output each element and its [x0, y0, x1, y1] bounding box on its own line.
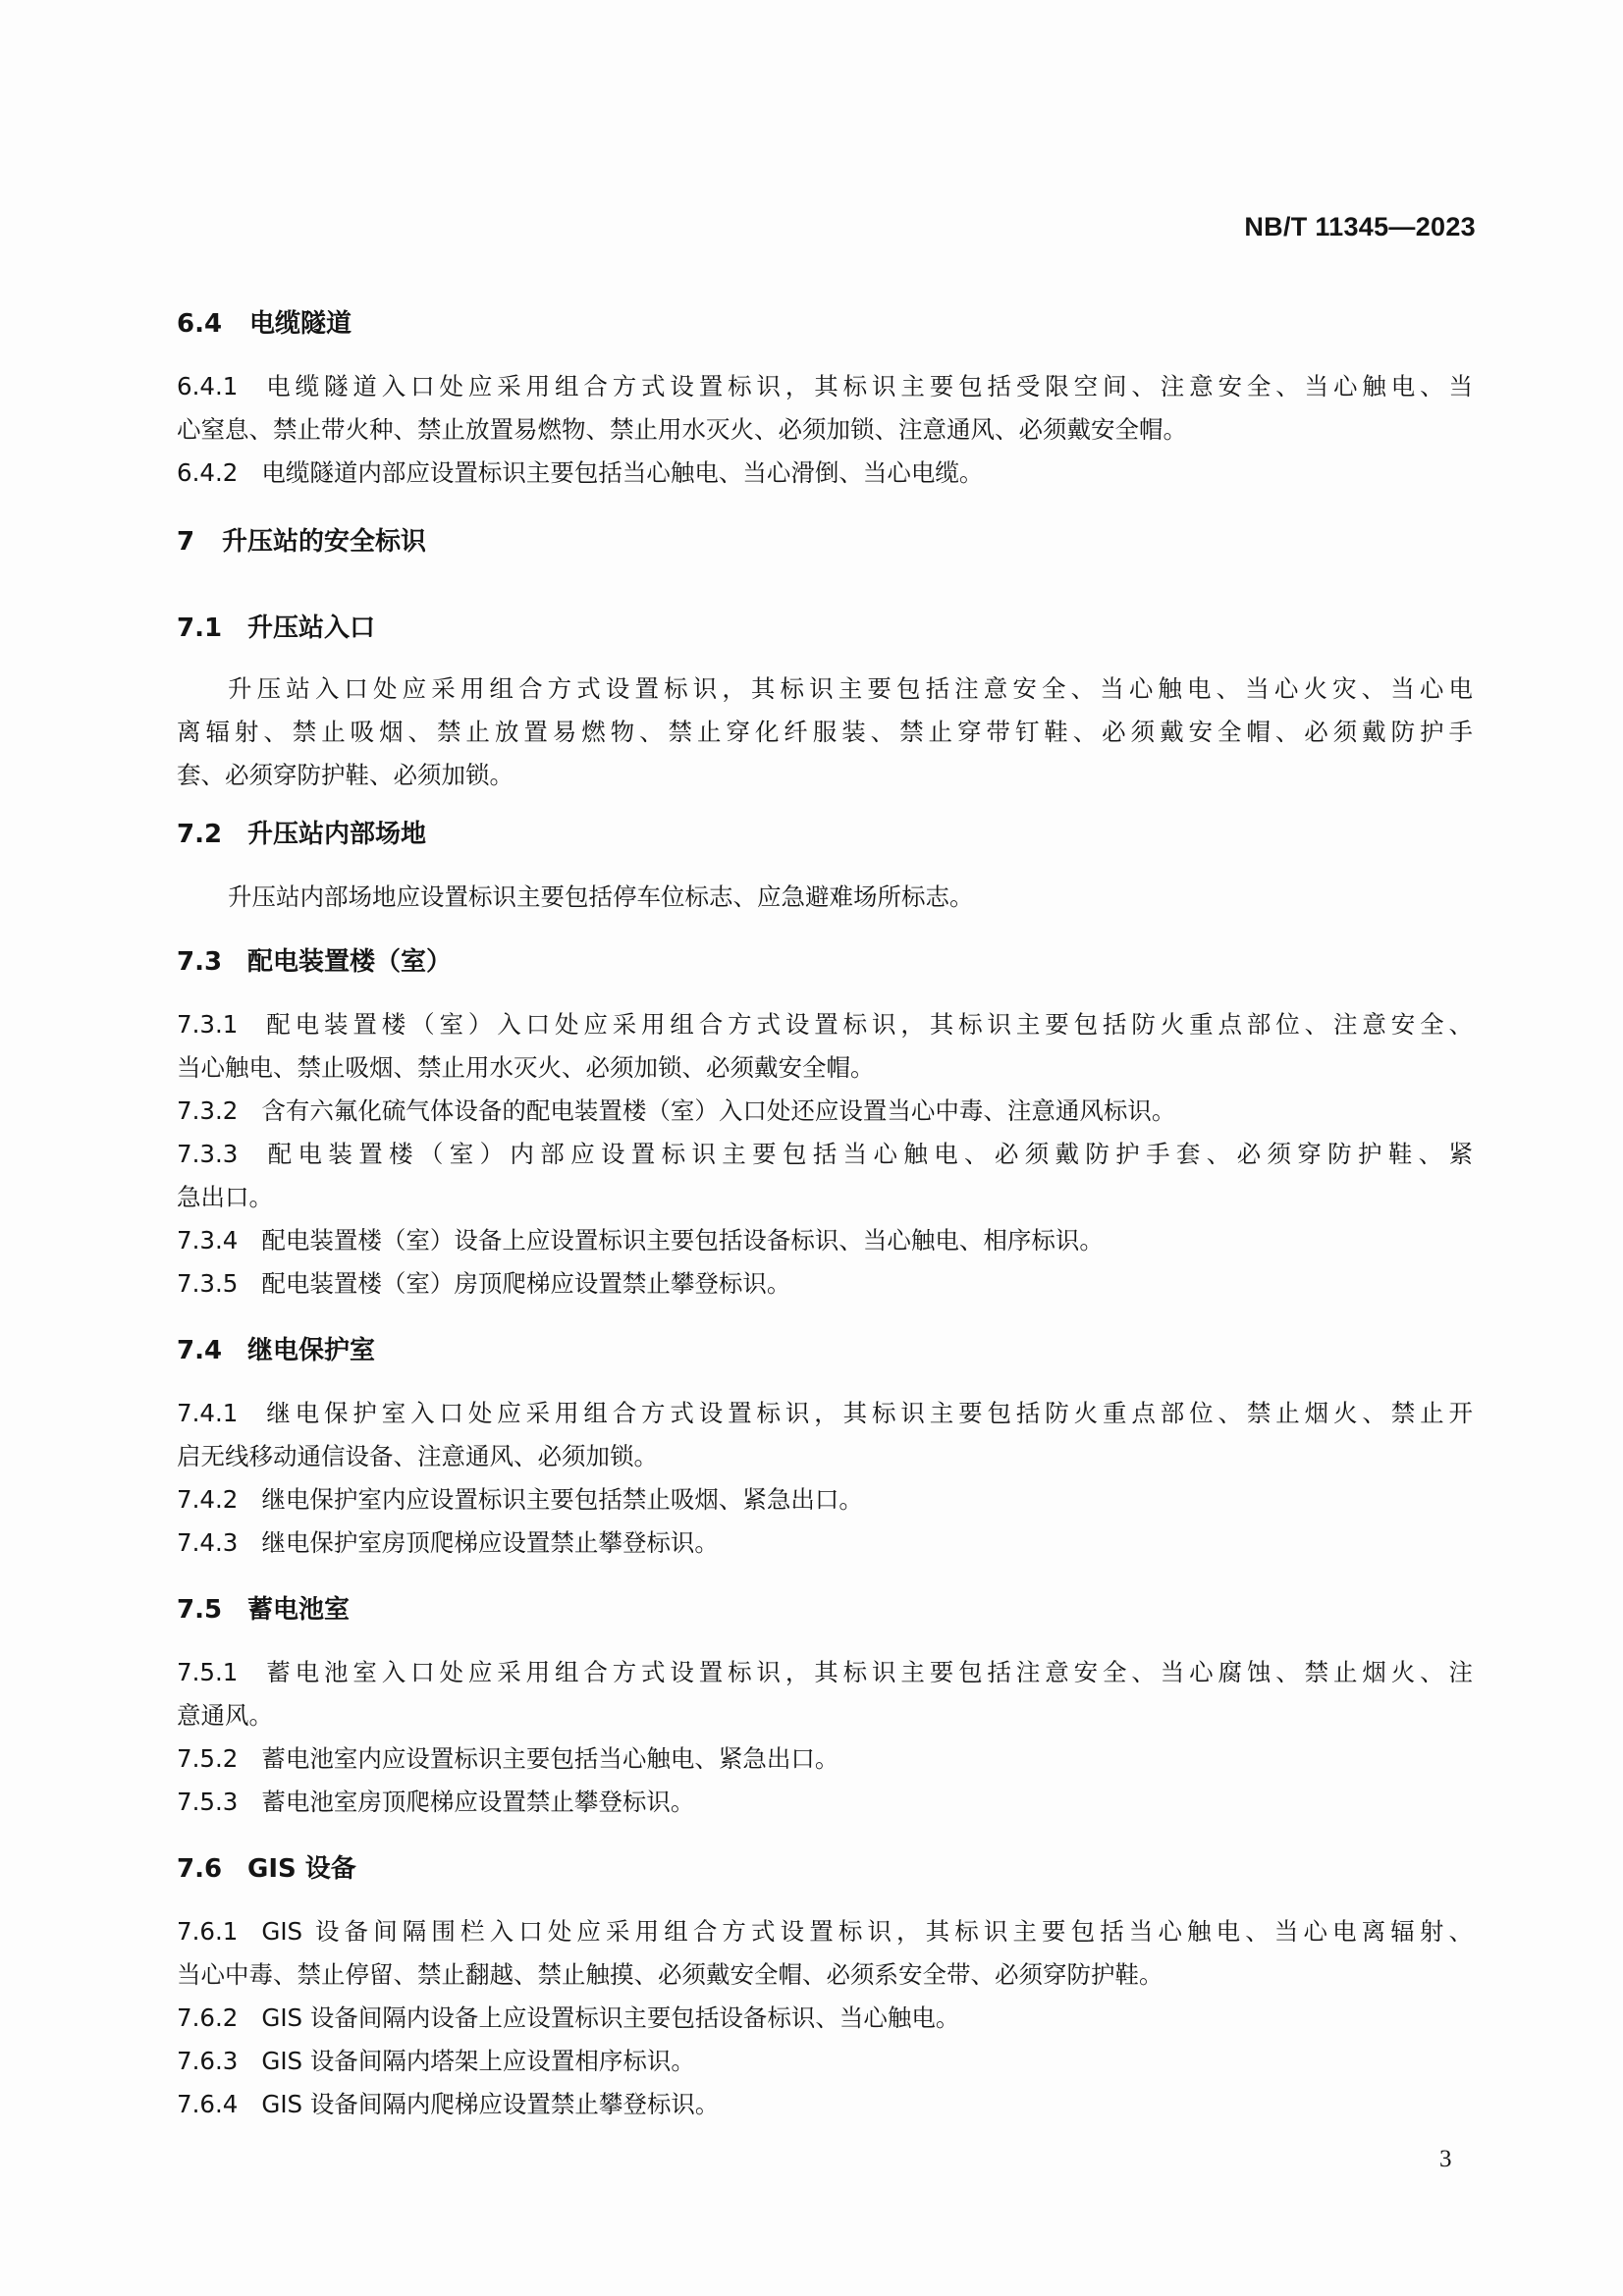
heading-title: 升压站的安全标识: [222, 527, 427, 557]
clause-line: 启无线移动通信设备、注意通风、必须加锁。: [177, 1442, 658, 1470]
clause-text: 蓄电池室内应设置标识主要包括当心触电、紧急出口。: [261, 1744, 839, 1773]
clause-text: GIS 设备间隔内爬梯应设置禁止攀登标识。: [261, 2090, 720, 2118]
clause-line: [177, 1522, 1473, 1565]
clause-7-6-1: [177, 1910, 1473, 1997]
clause-text: 配电装置楼（室）内部应设置标识主要包括当心触电、必须戴防护手套、必须穿防护鞋、紧: [261, 1140, 1473, 1168]
clause-number: 7.5.3: [177, 1788, 239, 1816]
clause-text: 配电装置楼（室）设备上应设置标识主要包括设备标识、当心触电、相序标识。: [261, 1226, 1104, 1255]
clause-7-5-1: [177, 1651, 1473, 1737]
clause-line: 意通风。: [177, 1701, 273, 1730]
clause-7-3-1: [177, 1003, 1473, 1090]
clause-line: [177, 1262, 1473, 1306]
clause-7-3-3: [177, 1133, 1473, 1219]
clause-number: 7.4.2: [177, 1485, 239, 1514]
heading-title: 继电保护室: [247, 1336, 376, 1365]
clause-6-4-2: [177, 452, 1473, 495]
clause-number: 7.3.4: [177, 1226, 239, 1255]
heading-6-4: [177, 304, 1473, 344]
clause-text: 电缆隧道内部应设置标识主要包括当心触电、当心滑倒、当心电缆。: [261, 458, 984, 487]
clause-line: [177, 1997, 1473, 2040]
heading-title: GIS 设备: [247, 1854, 356, 1884]
clause-number: 7.5.1: [177, 1658, 239, 1686]
heading-7-5: [177, 1590, 1473, 1629]
document-number-header: NB/T 11345—2023: [1244, 212, 1476, 241]
clause-line: [177, 1219, 1473, 1262]
clause-number: 7.3.5: [177, 1269, 239, 1298]
clause-text: 配电装置楼（室）入口处应采用组合方式设置标识，其标识主要包括防火重点部位、注意安全、: [261, 1010, 1473, 1039]
clause-7-4-3: [177, 1522, 1473, 1565]
clause-number: 7.4.1: [177, 1399, 239, 1427]
clause-text: GIS 设备间隔内设备上应设置标识主要包括设备标识、当心触电。: [261, 2003, 960, 2032]
clause-line: [177, 365, 1473, 408]
heading-number: 7.3: [177, 947, 223, 977]
clause-number: 6.4.1: [177, 372, 239, 400]
clause-text: GIS 设备间隔围栏入口处应采用组合方式设置标识，其标识主要包括当心触电、当心电离辐射、: [261, 1917, 1473, 1946]
clause-number: 6.4.2: [177, 458, 239, 487]
page-number: 3: [1439, 2146, 1452, 2172]
heading-title: 配电装置楼（室）: [247, 947, 453, 977]
heading-title: 升压站入口: [247, 614, 376, 643]
paragraph-line: 套、必须穿防护鞋、必须加锁。: [177, 761, 514, 789]
heading-number: 6.4: [177, 309, 223, 339]
clause-number: 7.3.3: [177, 1140, 239, 1168]
paragraph-7-1: [177, 667, 1473, 797]
clause-7-3-5: [177, 1262, 1473, 1306]
clause-text: 蓄电池室房顶爬梯应设置禁止攀登标识。: [261, 1788, 695, 1816]
clause-6-4-1: [177, 365, 1473, 452]
heading-number: 7.4: [177, 1336, 223, 1365]
clause-line: 心窒息、禁止带火种、禁止放置易燃物、禁止用水灭火、必须加锁、注意通风、必须戴安全帽。: [177, 415, 1187, 444]
clause-number: 7.6.2: [177, 2003, 239, 2032]
heading-7: [177, 522, 1473, 561]
heading-number: 7.2: [177, 820, 223, 849]
heading-number: 7.5: [177, 1595, 223, 1625]
clause-line: 当心中毒、禁止停留、禁止翻越、禁止触摸、必须戴安全帽、必须系安全带、必须穿防护鞋。: [177, 1960, 1163, 1989]
clause-line: 当心触电、禁止吸烟、禁止用水灭火、必须加锁、必须戴安全帽。: [177, 1053, 875, 1082]
heading-number: 7.1: [177, 614, 223, 643]
clause-line: [177, 2040, 1473, 2083]
clause-7-6-3: [177, 2040, 1473, 2083]
clause-number: 7.6.4: [177, 2090, 239, 2118]
clause-number: 7.3.2: [177, 1096, 239, 1125]
clause-line: [177, 1478, 1473, 1522]
clause-text: 蓄电池室入口处应采用组合方式设置标识，其标识主要包括注意安全、当心腐蚀、禁止烟火、注: [261, 1658, 1473, 1686]
heading-title: 升压站内部场地: [247, 820, 427, 849]
clause-text: 电缆隧道入口处应采用组合方式设置标识，其标识主要包括受限空间、注意安全、当心触电、当: [261, 372, 1473, 400]
heading-7-1: [177, 609, 1473, 648]
heading-title: 电缆隧道: [249, 309, 352, 339]
clause-text: 含有六氟化硫气体设备的配电装置楼（室）入口处还应设置当心中毒、注意通风标识。: [261, 1096, 1176, 1125]
clause-number: 7.5.2: [177, 1744, 239, 1773]
clause-7-5-2: [177, 1737, 1473, 1781]
heading-7-3: [177, 942, 1473, 982]
clause-7-6-4: [177, 2083, 1473, 2126]
heading-7-2: [177, 815, 1473, 854]
clause-line: 急出口。: [177, 1183, 273, 1211]
paragraph-line: 升压站内部场地应设置标识主要包括停车位标志、应急避难场所标志。: [228, 882, 974, 911]
clause-line: [177, 1910, 1473, 1953]
paragraph-7-2: [177, 876, 1473, 919]
clause-7-6-2: [177, 1997, 1473, 2040]
paragraph-line: 升压站入口处应采用组合方式设置标识，其标识主要包括注意安全、当心触电、当心火灾、当心电: [228, 674, 1473, 703]
clause-7-4-2: [177, 1478, 1473, 1522]
clause-7-3-2: [177, 1090, 1473, 1133]
clause-line: [177, 452, 1473, 495]
clause-text: GIS 设备间隔内塔架上应设置相序标识。: [261, 2047, 695, 2075]
clause-number: 7.3.1: [177, 1010, 239, 1039]
heading-7-6: [177, 1849, 1473, 1889]
clause-7-4-1: [177, 1392, 1473, 1478]
clause-number: 7.6.3: [177, 2047, 239, 2075]
clause-text: 继电保护室房顶爬梯应设置禁止攀登标识。: [261, 1528, 719, 1557]
clause-line: [177, 1651, 1473, 1694]
clause-text: 配电装置楼（室）房顶爬梯应设置禁止攀登标识。: [261, 1269, 791, 1298]
heading-7-4: [177, 1331, 1473, 1370]
clause-line: [177, 1392, 1473, 1435]
clause-number: 7.4.3: [177, 1528, 239, 1557]
clause-line: [177, 1090, 1473, 1133]
clause-7-5-3: [177, 1781, 1473, 1824]
heading-number: 7.6: [177, 1854, 223, 1884]
clause-line: [177, 2083, 1473, 2126]
clause-text: 继电保护室入口处应采用组合方式设置标识，其标识主要包括防火重点部位、禁止烟火、禁止开: [261, 1399, 1473, 1427]
clause-7-3-4: [177, 1219, 1473, 1262]
heading-title: 蓄电池室: [247, 1595, 351, 1625]
clause-line: [177, 1737, 1473, 1781]
clause-text: 继电保护室内应设置标识主要包括禁止吸烟、紧急出口。: [261, 1485, 863, 1514]
paragraph-line: 离辐射、禁止吸烟、禁止放置易燃物、禁止穿化纤服装、禁止穿带钉鞋、必须戴安全帽、必须戴防护手: [177, 718, 1473, 746]
clause-line: [177, 1133, 1473, 1176]
clause-line: [177, 1003, 1473, 1046]
clause-line: [177, 1781, 1473, 1824]
clause-number: 7.6.1: [177, 1917, 239, 1946]
heading-number: 7: [177, 527, 195, 557]
